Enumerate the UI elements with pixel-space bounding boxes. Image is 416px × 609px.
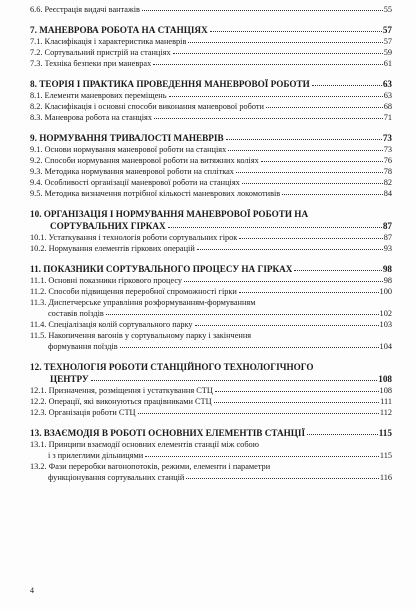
toc-entry-page: 57 [382, 25, 392, 35]
toc-entry-title: Способи підвищення переробної спроможності гірки [48, 287, 237, 296]
toc-entry-number: 8.1. [30, 91, 43, 100]
toc-leader-dots [226, 139, 382, 140]
toc-chapter-entry [30, 78, 392, 90]
toc-leader-dots [173, 53, 383, 54]
toc-leader-dots [188, 42, 382, 43]
toc-entry-title-continued: функціонування сортувальних станцій [48, 473, 185, 482]
toc-entry-title: ВЗАЄМОДІЯ В РОБОТІ ОСНОВНИХ ЕЛЕМЕНТІВ СТАНЦІЇ [43, 428, 306, 438]
toc-entry-number: 13.1. [30, 440, 47, 449]
toc-leader-dots [169, 96, 383, 97]
toc-entry-page: 112 [379, 408, 392, 417]
toc-leader-dots [145, 456, 379, 457]
toc-entry-title: Диспетчерське управління розформуванням-формуванням [48, 298, 256, 307]
toc-entry-page: 61 [383, 59, 392, 68]
toc-entry-number: 9. [30, 133, 37, 143]
toc-entry-page: 108 [378, 374, 392, 384]
toc-entry-title-continued: формування поїздів [48, 342, 118, 351]
toc-entry-page: 59 [383, 48, 392, 57]
toc-entry-title: ОРГАНІЗАЦІЯ І НОРМУВАННЯ МАНЕВРОВОЇ РОБОТИ НА [43, 209, 309, 219]
toc-entry-continuation [30, 308, 392, 319]
toc-entry-page: 78 [383, 167, 392, 176]
toc-leader-dots [153, 64, 382, 65]
toc-entry-title: Сортувальний пристрій на станціях [44, 48, 171, 57]
toc-entry-title-continued: СОРТУВАЛЬНИХ ГІРКАХ [50, 221, 166, 231]
toc-entry-number: 11.5. [30, 331, 47, 340]
toc-entry-title: Методика визначення потрібної кількості маневрових локомотивів [44, 189, 281, 198]
toc-section-entry [30, 36, 392, 47]
toc-entry-title-continued: і з прилеглими дільницями [48, 451, 144, 460]
toc-entry-continuation [30, 341, 392, 352]
toc-entry-title: Методика нормування маневрової роботи на сплітках [44, 167, 234, 176]
section-gap [30, 15, 392, 24]
toc-leader-dots [91, 380, 378, 381]
toc-section-entry [30, 407, 392, 418]
toc-section-entry [30, 177, 392, 188]
toc-leader-dots [261, 161, 383, 162]
page-number: 4 [30, 586, 34, 595]
toc-section-entry [30, 47, 392, 58]
toc-entry-number: 8.2. [30, 102, 43, 111]
toc-entry-number: 9.1. [30, 145, 43, 154]
toc-entry-first-line [30, 330, 392, 341]
toc-entry-title: Призначення, розміщення і устаткування СТЦ [48, 386, 213, 395]
table-of-contents [30, 4, 392, 483]
toc-entry-page: 116 [379, 473, 392, 482]
toc-leader-dots [154, 118, 383, 119]
toc-entry-number: 11.3. [30, 298, 47, 307]
toc-leader-dots [186, 478, 378, 479]
toc-section-entry [30, 439, 392, 461]
toc-section-entry [30, 275, 392, 286]
toc-entry-title: Фази переробки вагонопотоків, режими, елементи і параметри [48, 462, 271, 471]
toc-entry-number: 12.2. [30, 397, 47, 406]
toc-entry-page: 102 [379, 309, 392, 318]
toc-leader-dots [120, 347, 379, 348]
toc-entry-page: 98 [383, 276, 392, 285]
toc-entry-page: 63 [383, 91, 392, 100]
toc-entry-first-line [30, 461, 392, 472]
toc-entry-title: Маневрова робота на станціях [44, 113, 152, 122]
section-gap [30, 69, 392, 78]
toc-leader-dots [307, 434, 378, 435]
toc-leader-dots [138, 413, 379, 414]
toc-entry-title: Техніка безпеки при маневрах [44, 59, 152, 68]
toc-entry-continuation [30, 373, 392, 385]
toc-entry-number: 10.1. [30, 233, 47, 242]
toc-section-entry [30, 58, 392, 69]
toc-leader-dots [197, 249, 383, 250]
toc-chapter-entry [30, 208, 392, 232]
toc-leader-dots [142, 10, 383, 11]
toc-entry-title: Класифікація і основні способи виконання маневрової роботи [44, 102, 264, 111]
toc-section-entry [30, 232, 392, 243]
toc-entry-page: 68 [383, 102, 392, 111]
toc-entry-number: 10.2. [30, 244, 47, 253]
toc-entry-title: Спеціалізація колій сортувального парку [48, 320, 193, 329]
toc-entry-title: Способи нормування маневрової роботи на витяжних коліях [44, 156, 259, 165]
toc-leader-dots [236, 172, 383, 173]
toc-chapter-entry [30, 361, 392, 385]
toc-section-entry [30, 112, 392, 123]
toc-entry-page: 63 [382, 79, 392, 89]
toc-entry-page: 108 [379, 386, 392, 395]
toc-entry-number: 11. [30, 264, 41, 274]
toc-section-entry [30, 286, 392, 297]
toc-entry-number: 12. [30, 362, 42, 372]
toc-entry-continuation [30, 472, 392, 483]
toc-entry-first-line [30, 361, 392, 373]
toc-leader-dots [239, 292, 379, 293]
toc-entry-title: МАНЕВРОВА РОБОТА НА СТАНЦІЯХ [39, 25, 208, 35]
toc-section-entry [30, 396, 392, 407]
toc-entry-number: 13. [30, 428, 42, 438]
toc-section-entry [30, 155, 392, 166]
toc-chapter-entry [30, 24, 392, 36]
toc-entry-number: 7.1. [30, 37, 43, 46]
toc-section-entry [30, 101, 392, 112]
toc-leader-dots [239, 238, 382, 239]
toc-chapter-entry [30, 132, 392, 144]
toc-entry-page: 115 [379, 451, 392, 460]
toc-entry-number: 13.2. [30, 462, 47, 471]
toc-entry-number: 9.2. [30, 156, 43, 165]
toc-entry-number: 9.3. [30, 167, 43, 176]
toc-entry-page: 84 [383, 189, 392, 198]
section-gap [30, 254, 392, 263]
toc-entry-number: 7. [30, 25, 37, 35]
toc-entry-title: Устаткування і технологія роботи сортувальних гірок [48, 233, 238, 242]
section-gap [30, 418, 392, 427]
toc-entry-number: 10. [30, 209, 42, 219]
toc-entry-title: ТЕОРІЯ І ПРАКТИКА ПРОВЕДЕННЯ МАНЕВРОВОЇ РОБОТИ [39, 79, 310, 89]
toc-leader-dots [215, 391, 379, 392]
toc-entry-title: Основи нормування маневрової роботи на станціях [44, 145, 227, 154]
toc-entry-title: ПОКАЗНИКИ СОРТУВАЛЬНОГО ПРОЦЕСУ НА ГІРКАХ [43, 264, 293, 274]
toc-entry-page: 98 [382, 264, 392, 274]
toc-entry-number: 12.3. [30, 408, 47, 417]
toc-entry-title-continued: составів поїздів [48, 309, 104, 318]
toc-section-entry [30, 461, 392, 483]
toc-entry-page: 100 [379, 287, 392, 296]
toc-leader-dots [282, 194, 382, 195]
toc-entry-number: 9.5. [30, 189, 43, 198]
toc-entry-page: 55 [383, 5, 392, 14]
section-gap [30, 123, 392, 132]
toc-section-entry [30, 166, 392, 177]
toc-entry-number: 11.4. [30, 320, 47, 329]
toc-chapter-entry [30, 427, 392, 439]
toc-entry-number: 7.2. [30, 48, 43, 57]
toc-section-entry [30, 385, 392, 396]
toc-entry-title: Операції, які виконуються працівниками СТЦ [48, 397, 212, 406]
section-gap [30, 352, 392, 361]
toc-leader-dots [266, 107, 383, 108]
toc-leader-dots [168, 227, 382, 228]
toc-entry-number: 8.3. [30, 113, 43, 122]
toc-entry-page: 73 [383, 145, 392, 154]
toc-entry-page: 87 [382, 221, 392, 231]
toc-entry-title: НОРМУВАННЯ ТРИВАЛОСТІ МАНЕВРІВ [39, 133, 224, 143]
toc-entry-number: 11.1. [30, 276, 47, 285]
toc-section-entry [30, 144, 392, 155]
toc-entry-title-continued: ЦЕНТРУ [50, 374, 89, 384]
toc-entry-page: 104 [379, 342, 392, 351]
toc-section-entry [30, 4, 392, 15]
toc-leader-dots [106, 314, 379, 315]
toc-leader-dots [228, 150, 382, 151]
toc-entry-number: 9.4. [30, 178, 43, 187]
toc-entry-page: 87 [383, 233, 392, 242]
toc-entry-number: 11.2. [30, 287, 47, 296]
toc-section-entry [30, 319, 392, 330]
toc-entry-page: 111 [380, 397, 392, 406]
toc-entry-continuation [30, 220, 392, 232]
toc-entry-first-line [30, 297, 392, 308]
toc-entry-title: Елементи маневрових переміщень [44, 91, 167, 100]
toc-leader-dots [242, 183, 383, 184]
toc-entry-title: Особливості організації маневрової роботи на станціях [44, 178, 240, 187]
toc-section-entry [30, 297, 392, 319]
toc-leader-dots [210, 31, 382, 32]
toc-leader-dots [214, 402, 380, 403]
toc-entry-page: 82 [383, 178, 392, 187]
section-gap [30, 199, 392, 208]
toc-entry-title: Організація роботи СТЦ [48, 408, 136, 417]
toc-entry-number: 8. [30, 79, 37, 89]
toc-entry-page: 103 [379, 320, 392, 329]
toc-entry-title: Реєстрація видачі вантажів [44, 5, 140, 14]
toc-entry-number: 7.3. [30, 59, 43, 68]
toc-entry-title: Основні показники гіркового процесу [48, 276, 183, 285]
toc-section-entry [30, 243, 392, 254]
toc-leader-dots [294, 270, 381, 271]
toc-chapter-entry [30, 263, 392, 275]
toc-entry-title: Класифікація і характеристика маневрів [44, 37, 187, 46]
toc-leader-dots [184, 281, 383, 282]
toc-entry-number: 12.1. [30, 386, 47, 395]
toc-entry-number: 6.6. [30, 5, 43, 14]
toc-entry-continuation [30, 450, 392, 461]
toc-section-entry [30, 330, 392, 352]
toc-entry-page: 93 [383, 244, 392, 253]
toc-leader-dots [195, 325, 379, 326]
toc-entry-page: 57 [383, 37, 392, 46]
toc-entry-page: 73 [382, 133, 392, 143]
toc-entry-title: Нормування елементів гіркових операцій [48, 244, 195, 253]
toc-entry-page: 76 [383, 156, 392, 165]
toc-entry-page: 71 [383, 113, 392, 122]
toc-entry-title: Принципи взаємодії основних елементів станції між собою [48, 440, 259, 449]
toc-entry-first-line [30, 439, 392, 450]
toc-entry-title: ТЕХНОЛОГІЯ РОБОТИ СТАНЦІЙНОГО ТЕХНОЛОГІЧНОГО [43, 362, 314, 372]
toc-entry-first-line [30, 208, 392, 220]
toc-entry-title: Накопичення вагонів у сортувальному парку і закінчення [48, 331, 252, 340]
toc-section-entry [30, 188, 392, 199]
toc-entry-page: 115 [378, 428, 392, 438]
toc-leader-dots [312, 85, 382, 86]
toc-section-entry [30, 90, 392, 101]
